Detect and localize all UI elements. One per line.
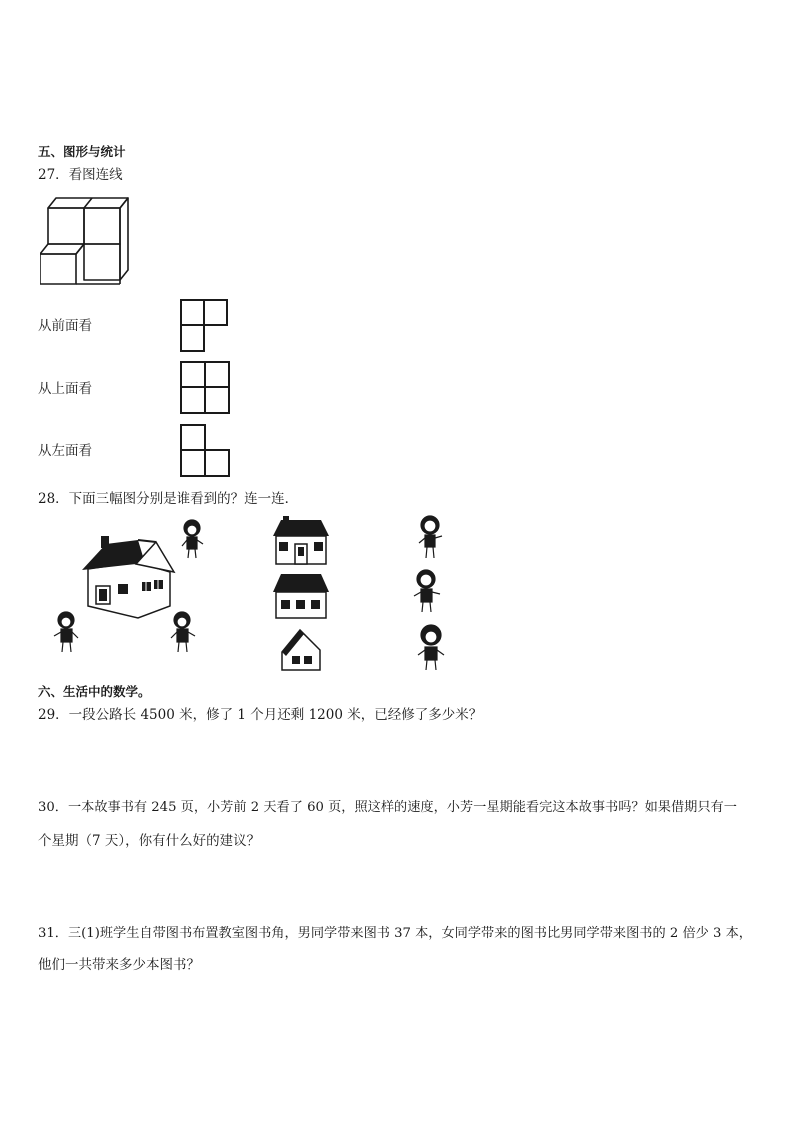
view-label-top: 从上面看 xyxy=(38,381,92,397)
section-heading-life-math: 六、生活中的数学。 xyxy=(38,684,151,699)
cube-stack-figure xyxy=(40,196,132,288)
question-29: 29．一段公路长 4500 米，修了 1 个月还剩 1200 米，已经修了多少米？ xyxy=(38,707,483,723)
top-view-grid[interactable] xyxy=(180,361,232,415)
question-31-line-1: 31．三(1)班学生自带图书布置教室图书角，男同学带来图书 37 本，女同学带来的图书比男同学带来图书的 2 倍少 3 本， xyxy=(38,926,752,941)
question-28-prompt: 28．下面三幅图分别是谁看到的？连一连． xyxy=(38,491,299,507)
child-option-1[interactable] xyxy=(414,514,448,560)
house-view-front[interactable] xyxy=(271,514,331,566)
view-label-front: 从前面看 xyxy=(38,318,92,334)
child-option-2[interactable] xyxy=(410,568,444,614)
house-scene-illustration xyxy=(46,514,236,664)
left-view-grid[interactable] xyxy=(180,424,232,478)
house-view-side[interactable] xyxy=(271,570,331,620)
view-label-left: 从左面看 xyxy=(38,443,92,459)
question-30-line-1: 30．一本故事书有 245 页，小芳前 2 天看了 60 页，照这样的速度，小芳一星期能看完这本故事书吗？如果借期只有一 xyxy=(38,800,737,815)
question-31-line-2: 他们一共带来多少本图书？ xyxy=(38,957,200,973)
front-view-grid[interactable] xyxy=(180,299,230,353)
section-heading-graphics: 五、图形与统计 xyxy=(38,144,126,159)
question-27-prompt: 27．看图连线 xyxy=(38,167,123,183)
house-view-gable[interactable] xyxy=(278,626,326,672)
question-30-line-2: 个星期（7 天），你有什么好的建议？ xyxy=(38,833,261,849)
child-option-3[interactable] xyxy=(414,624,448,672)
